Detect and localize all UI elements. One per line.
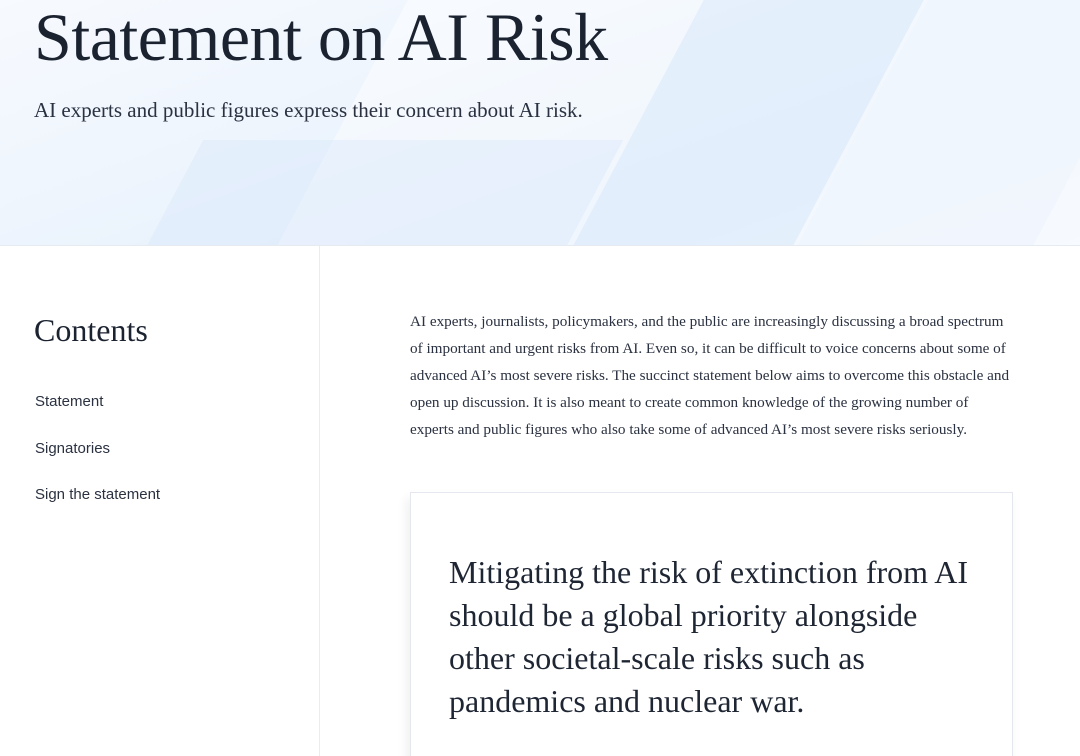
- page-title: Statement on AI Risk: [34, 0, 608, 75]
- page-subtitle: AI experts and public figures express their concern about AI risk.: [34, 98, 583, 122]
- statement-card: [410, 492, 1013, 756]
- intro-paragraph: AI experts, journalists, policymakers, and the public are increasingly discussing a broad spectrum of important and urgent risks from AI. Even so, it can be difficult to voice concerns about some of advanced AI’s most severe risks. The succinct statement below aims to overcome this obstacle and open up discussion. It is also meant to create common knowledge of the growing number of experts and public figures who also take some of advanced AI’s most severe risks seriously.: [410, 313, 1010, 438]
- hero-background-shape: [97, 140, 623, 246]
- nav-link-signatories[interactable]: Signatories: [35, 440, 111, 457]
- nav-link-sign-the-statement[interactable]: Sign the statement: [35, 486, 161, 503]
- contents-heading: Contents: [34, 312, 148, 348]
- statement-quote: Mitigating the risk of extinction from AI should be a global priority alongside other societal-scale risks such as pandemics and nuclear war.: [449, 554, 969, 719]
- contents-sidebar: [0, 246, 320, 756]
- hero-banner: [0, 0, 1080, 246]
- nav-link-statement[interactable]: Statement: [35, 393, 104, 410]
